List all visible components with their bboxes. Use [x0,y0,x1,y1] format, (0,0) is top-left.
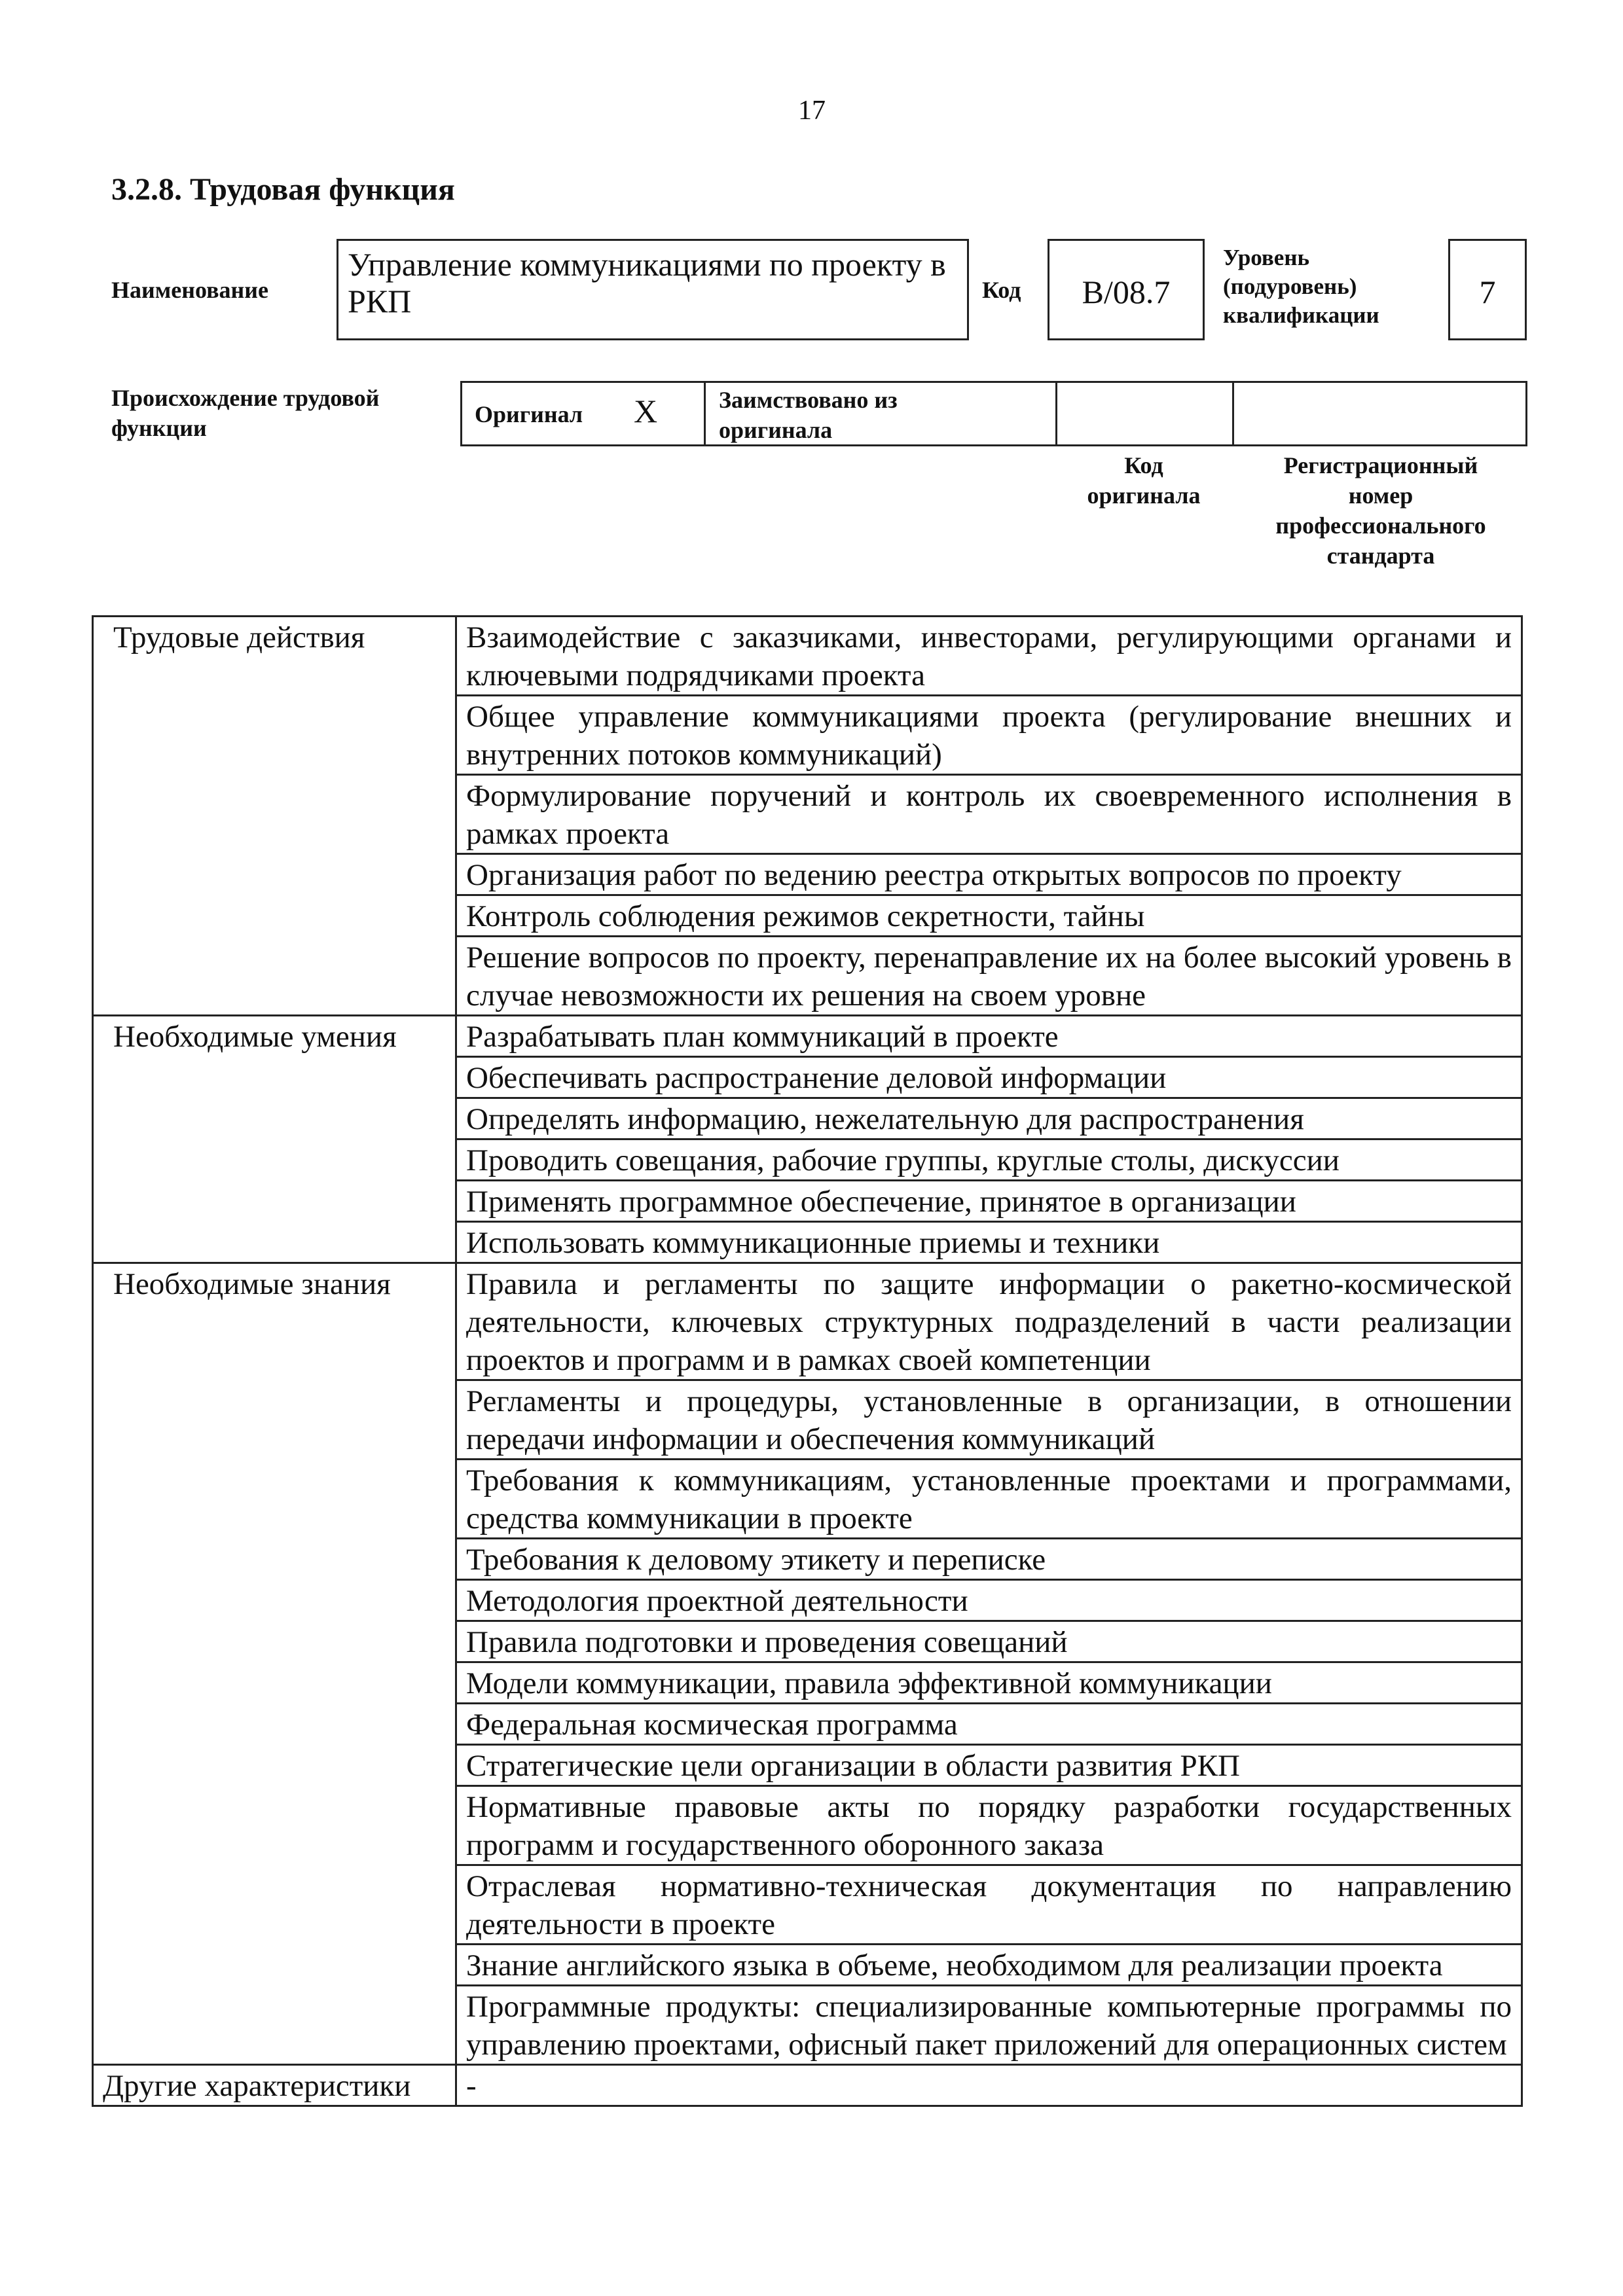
table-cell: Нормативные правовые акты по порядку разработки государственных программ и государственного оборонного заказа [456,1786,1522,1865]
code-label: Код [982,277,1021,303]
level-value-box [1448,239,1527,340]
origin-divider [1232,381,1234,446]
origin-divider [704,381,706,446]
borrowed-label [719,385,898,445]
table-cell: Правила и регламенты по защите информации о ракетно-космической деятельности, ключевых структурных подразделений в части реализации проектов и программ и в рамках своей компетенции [456,1263,1522,1380]
table-cell: - [456,2065,1522,2106]
orig-code-caption-line: Код [1124,452,1163,478]
reg-number-caption-line: Регистрационный [1283,452,1478,478]
table-row [93,2065,1522,2106]
table-cell: Знание английского языка в объеме, необходимом для реализации проекта [456,1945,1522,1986]
page-number: 17 [798,96,826,126]
group-heading: Необходимые умения [93,1016,456,1263]
table-cell: Требования к деловому этикету и переписке [456,1539,1522,1580]
table-cell: Решение вопросов по проекту, перенаправление их на более высокий уровень в случае невозможности их решения на своем уровне [456,937,1522,1016]
name-value: Управление коммуникациями по проекту в РКП [348,246,946,319]
borrowed-label-line: Заимствовано из [719,387,898,413]
code-value-box [1048,239,1205,340]
group-heading: Другие характеристики [93,2065,456,2106]
table-row [93,1016,1522,1057]
original-mark: X [634,393,658,429]
table-cell: Стратегические цели организации в области развития РКП [456,1745,1522,1786]
table-cell: Обеспечивать распространение деловой информации [456,1057,1522,1098]
level-label-line: (подуровень) [1223,274,1357,299]
table-cell: Взаимодействие с заказчиками, инвесторами, регулирующими органами и ключевыми подрядчиками проекта [456,617,1522,696]
level-label [1223,243,1379,330]
table-cell: Формулирование поручений и контроль их своевременного исполнения в рамках проекта [456,775,1522,854]
table-cell: Программные продукты: специализированные компьютерные программы по управлению проектами, офисный пакет приложений для операционных систем [456,1986,1522,2065]
reg-number-caption-line: профессионального [1275,512,1486,539]
table-cell: Контроль соблюдения режимов секретности, тайны [456,895,1522,937]
level-value: 7 [1479,274,1496,310]
table-cell: Отраслевая нормативно-техническая документация по направлению деятельности в проекте [456,1865,1522,1945]
table-cell: Правила подготовки и проведения совещаний [456,1621,1522,1662]
table-cell: Разрабатывать план коммуникаций в проекте [456,1016,1522,1057]
name-label: Наименование [111,277,268,303]
table-cell: Проводить совещания, рабочие группы, круглые столы, дискуссии [456,1139,1522,1181]
original-label: Оригинал [475,401,583,427]
table-cell: Применять программное обеспечение, принятое в организации [456,1181,1522,1222]
reg-number-caption-line: номер [1348,482,1413,509]
table-cell: Модели коммуникации, правила эффективной коммуникации [456,1662,1522,1704]
origin-label-line: функции [111,415,207,441]
table-cell: Требования к коммуникациям, установленные проектами и программами, средства коммуникации в проекте [456,1460,1522,1539]
level-label-line: квалификации [1223,302,1379,328]
borrowed-label-line: оригинала [719,417,833,443]
table-cell: Регламенты и процедуры, установленные в организации, в отношении передачи информации и обеспечения коммуникаций [456,1380,1522,1460]
table-cell: Методология проектной деятельности [456,1580,1522,1621]
table-cell: Использовать коммуникационные приемы и техники [456,1222,1522,1263]
table-row [93,617,1522,696]
orig-code-caption-line: оригинала [1087,482,1201,509]
reg-number-caption-line: стандарта [1326,543,1435,569]
origin-divider [1055,381,1057,446]
name-value-box [337,239,969,340]
table-cell: Федеральная космическая программа [456,1704,1522,1745]
table-cell: Организация работ по ведению реестра открытых вопросов по проекту [456,854,1522,895]
origin-row [460,381,1527,446]
table-cell: Общее управление коммуникациями проекта (регулирование внешних и внутренних потоков коммуникаций) [456,696,1522,775]
origin-label [111,383,379,443]
reg-number-caption [1234,450,1527,571]
level-label-line: Уровень [1223,245,1310,270]
labor-functions-table [92,615,1523,2107]
section-title: 3.2.8. Трудовая функция [111,172,455,207]
table-cell: Определять информацию, нежелательную для распространения [456,1098,1522,1139]
group-heading: Трудовые действия [93,617,456,1016]
group-heading: Необходимые знания [93,1263,456,2065]
orig-code-caption [1055,450,1232,511]
code-value: В/08.7 [1082,274,1171,310]
table-row [93,1263,1522,1380]
origin-label-line: Происхождение трудовой [111,385,380,411]
